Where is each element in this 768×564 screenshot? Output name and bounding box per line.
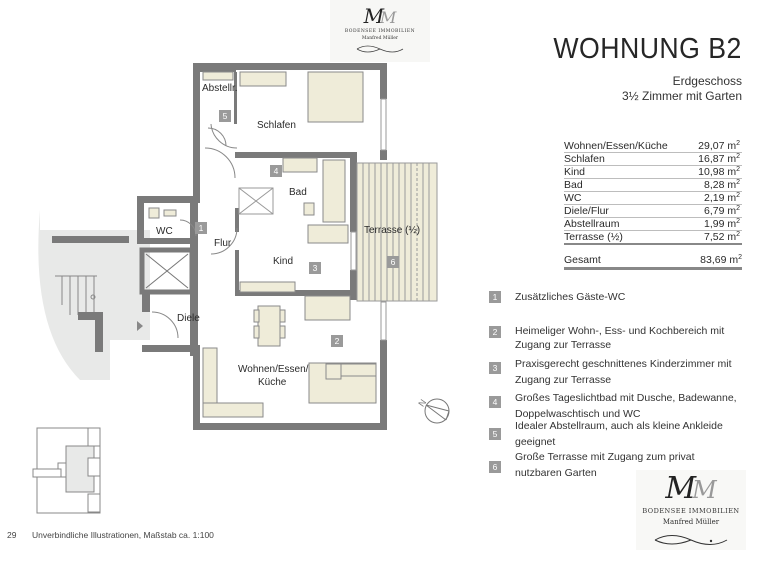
feature-badge: 1 bbox=[489, 291, 501, 303]
plan-badge-4: 4 bbox=[270, 165, 282, 177]
logo-company: BODENSEE IMMOBILIEN bbox=[344, 29, 416, 34]
room-label-diele: Diele bbox=[177, 313, 200, 324]
room-label-flur: Flur bbox=[214, 238, 232, 249]
room-label-wc: WC bbox=[156, 226, 173, 237]
logo-company: BODENSEE IMMOBILIEN bbox=[642, 507, 740, 515]
monogram: MM bbox=[363, 4, 397, 28]
key-plan bbox=[33, 428, 100, 513]
room-label-kueche: Küche bbox=[258, 377, 287, 388]
flourish-icon bbox=[355, 45, 405, 53]
feature-badge: 2 bbox=[489, 326, 501, 338]
elevator-icon bbox=[146, 254, 188, 288]
page-title: WOHNUNG B2 bbox=[553, 33, 742, 65]
feature-badge: 6 bbox=[489, 461, 501, 473]
logo-owner: Manfred Müller bbox=[662, 518, 720, 526]
feature-badge: 3 bbox=[489, 362, 501, 374]
area-table bbox=[564, 140, 742, 270]
area-row: Wohnen/Essen/Küche 29,07 $m^2$ bbox=[564, 140, 740, 152]
compass-north-label: N bbox=[416, 397, 429, 409]
room-label-kind: Kind bbox=[273, 256, 294, 267]
area-row: WC 2,19 $m^2$ bbox=[564, 192, 740, 204]
floor-label: Erdgeschoss bbox=[672, 74, 742, 88]
room-label-abstellraum: Abstellr. bbox=[202, 83, 238, 94]
plan-badge-1: 1 bbox=[195, 222, 207, 234]
area-row: Schlafen 16,87 $m^2$ bbox=[564, 153, 740, 165]
company-logo-top bbox=[330, 0, 430, 62]
monogram: MM bbox=[665, 471, 717, 506]
room-label-terrasse: Terrasse (½) bbox=[364, 225, 421, 236]
plan-badge-2: 2 bbox=[331, 335, 343, 347]
company-logo-bottom bbox=[636, 470, 746, 550]
plan-badge-3: 3 bbox=[309, 262, 321, 274]
flourish-icon bbox=[651, 534, 731, 546]
area-total-row: Gesamt 83,69 $m^2$ bbox=[564, 254, 742, 270]
feature-badge: 5 bbox=[489, 428, 501, 440]
room-label-wohnen: Wohnen/Essen/ bbox=[238, 364, 309, 375]
room-label-schlafen: Schlafen bbox=[257, 120, 296, 131]
plan-badge-6: 6 bbox=[387, 256, 399, 268]
area-row: Abstellraum 1,99 $m^2$ bbox=[564, 218, 740, 230]
shower-icon bbox=[239, 188, 273, 214]
area-row: Terrasse (½) 7,52 $m^2$ bbox=[564, 231, 740, 243]
bed bbox=[308, 72, 363, 122]
plan-badge-5: 5 bbox=[219, 110, 231, 122]
rooms-summary: 3½ Zimmer mit Garten bbox=[621, 89, 742, 103]
footer-note: Unverbindliche Illustrationen, Maßstab ca. 1:100 bbox=[32, 530, 214, 540]
area-row: Kind 10,98 $m^2$ bbox=[564, 166, 740, 178]
feature-badge: 4 bbox=[489, 396, 501, 408]
room-label-bad: Bad bbox=[289, 187, 307, 198]
area-row: Bad 8,28 $m^2$ bbox=[564, 179, 740, 191]
logo-owner: Manfred Müller bbox=[361, 36, 399, 41]
area-row: Diele/Flur 6,79 $m^2$ bbox=[564, 205, 740, 217]
page-number: 29 bbox=[7, 530, 17, 540]
